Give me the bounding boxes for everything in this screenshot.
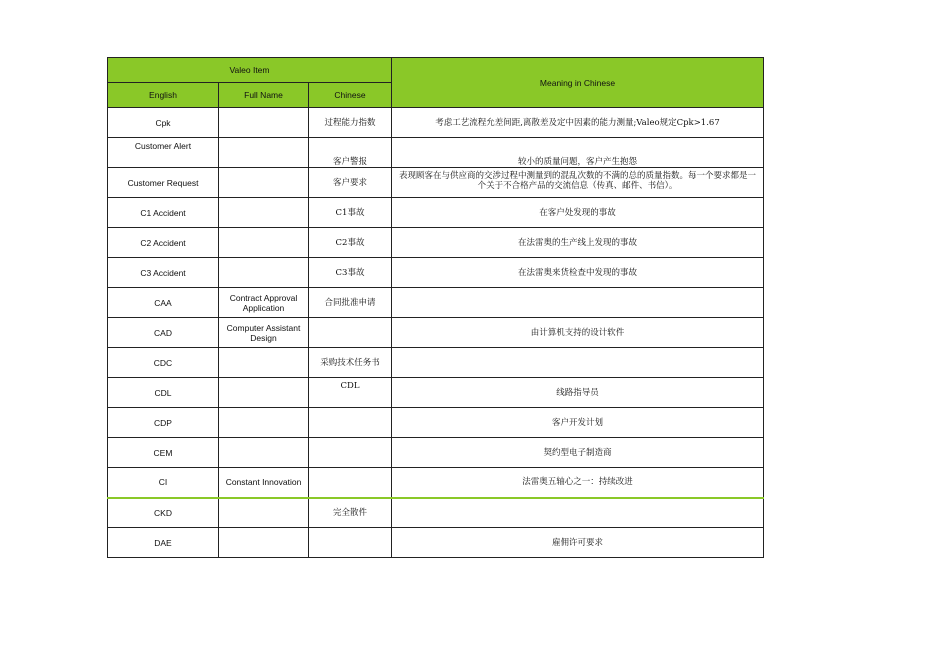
- table-row: [108, 168, 764, 198]
- full-name-cell: [219, 228, 309, 258]
- english-cell: CKD: [108, 498, 219, 528]
- english-cell: CDP: [108, 408, 219, 438]
- chinese-cell: 过程能力指数: [309, 108, 392, 138]
- chinese-cell: 完全散件: [309, 498, 392, 528]
- chinese-cell: 合同批准申请: [309, 288, 392, 318]
- chinese-cell: C2事故: [309, 228, 392, 258]
- english-cell: CDC: [108, 348, 219, 378]
- meaning-cell: 雇佣许可要求: [392, 528, 764, 558]
- meaning-cell: 法雷奥五轴心之一：持续改进: [392, 468, 764, 498]
- full-name-cell: [219, 168, 309, 198]
- english-cell: Cpk: [108, 108, 219, 138]
- meaning-cell: 在客户处发现的事故: [392, 198, 764, 228]
- meaning-cell: 契约型电子制造商: [392, 438, 764, 468]
- meaning-cell: [392, 498, 764, 528]
- table-row: [108, 468, 764, 498]
- english-cell: CI: [108, 468, 219, 498]
- english-cell: C1 Accident: [108, 198, 219, 228]
- english-cell: C2 Accident: [108, 228, 219, 258]
- full-name-cell: [219, 138, 309, 168]
- table-row: [108, 408, 764, 438]
- english-cell: CAD: [108, 318, 219, 348]
- meaning-cell: 在法雷奥来货检查中发现的事故: [392, 258, 764, 288]
- chinese-cell: [309, 528, 392, 558]
- meaning-cell: 在法雷奥的生产线上发现的事故: [392, 228, 764, 258]
- chinese-column-header: Chinese: [309, 83, 392, 108]
- table-row: [108, 498, 764, 528]
- table-row: [108, 288, 764, 318]
- table-row: [108, 438, 764, 468]
- chinese-cell: CDL: [309, 378, 392, 408]
- english-cell: DAE: [108, 528, 219, 558]
- chinese-cell: [309, 468, 392, 498]
- full-name-cell: Computer Assistant Design: [219, 318, 309, 348]
- english-cell: Customer Request: [108, 168, 219, 198]
- table-row: [108, 108, 764, 138]
- table-row: [108, 138, 764, 168]
- full-name-cell: [219, 498, 309, 528]
- table-row: [108, 318, 764, 348]
- chinese-cell: 客户警报: [309, 138, 392, 168]
- english-cell: CDL: [108, 378, 219, 408]
- full-name-cell: [219, 378, 309, 408]
- table-row: [108, 228, 764, 258]
- chinese-cell: [309, 408, 392, 438]
- full-name-cell: Contract Approval Application: [219, 288, 309, 318]
- meaning-cell: 客户开发计划: [392, 408, 764, 438]
- english-cell: CAA: [108, 288, 219, 318]
- full-name-cell: [219, 348, 309, 378]
- full-name-cell: Constant Innovation: [219, 468, 309, 498]
- table-row: [108, 258, 764, 288]
- meaning-cell: 由计算机支持的设计软件: [392, 318, 764, 348]
- english-cell: Customer Alert: [108, 138, 219, 168]
- chinese-cell: [309, 438, 392, 468]
- meaning-cell: 较小的质量问题，客户产生抱怨: [392, 138, 764, 168]
- full-name-column-header: Full Name: [219, 83, 309, 108]
- english-column-header: English: [108, 83, 219, 108]
- glossary-table: [107, 57, 764, 558]
- chinese-cell: 客户要求: [309, 168, 392, 198]
- full-name-cell: [219, 108, 309, 138]
- full-name-cell: [219, 258, 309, 288]
- english-cell: C3 Accident: [108, 258, 219, 288]
- chinese-cell: C3事故: [309, 258, 392, 288]
- table-row: [108, 528, 764, 558]
- valeo-item-header: Valeo Item: [108, 58, 392, 83]
- full-name-cell: [219, 408, 309, 438]
- table-body: [108, 108, 764, 558]
- chinese-cell: 采购技术任务书: [309, 348, 392, 378]
- table-row: [108, 198, 764, 228]
- chinese-cell: C1事故: [309, 198, 392, 228]
- meaning-header: Meaning in Chinese: [392, 58, 764, 108]
- table-header: [108, 58, 764, 108]
- full-name-cell: [219, 198, 309, 228]
- meaning-cell: 考虑工艺流程允差间距,离散差及定中因素的能力测量;Valeo规定Cpk>1.67: [392, 108, 764, 138]
- meaning-cell: [392, 348, 764, 378]
- meaning-cell: [392, 288, 764, 318]
- meaning-cell: 线路指导员: [392, 378, 764, 408]
- meaning-cell: 表现顾客在与供应商的交涉过程中测量到的混乱次数的不满的总的质量指数。每一个要求都是一个关于不合格产品的交流信息（传真、邮件、书信）。: [392, 168, 764, 198]
- table-row: [108, 378, 764, 408]
- table-row: [108, 348, 764, 378]
- full-name-cell: [219, 528, 309, 558]
- chinese-cell: [309, 318, 392, 348]
- full-name-cell: [219, 438, 309, 468]
- english-cell: CEM: [108, 438, 219, 468]
